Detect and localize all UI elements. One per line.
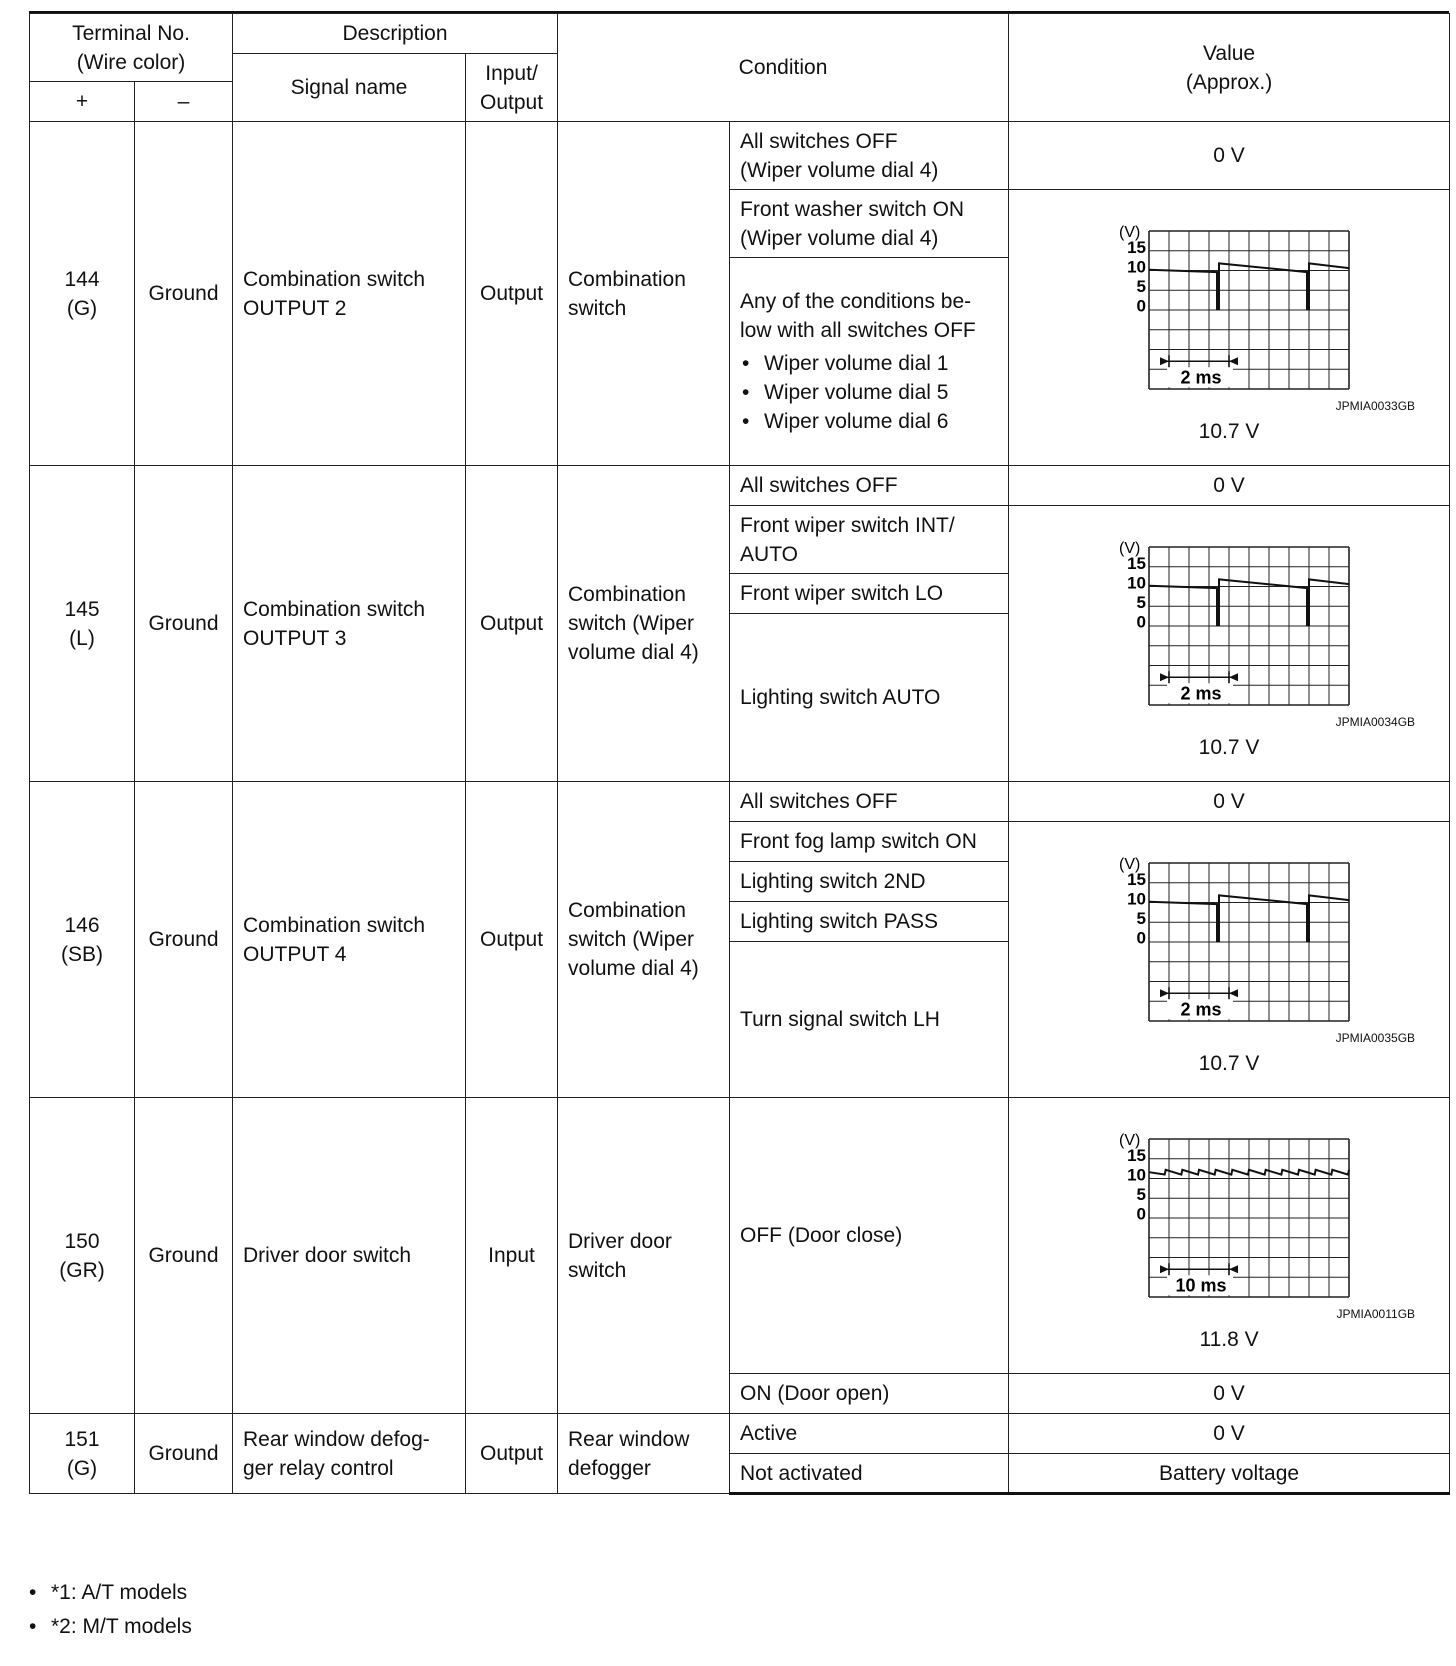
terminal-cell: [30, 122, 135, 466]
time-scale-label: 2 ms: [1180, 683, 1222, 704]
tick-label: 10: [1127, 1165, 1147, 1185]
sub-condition: Turn signal switch LH: [730, 942, 1009, 1098]
terminal-cell: [30, 466, 135, 782]
axis-unit: (V): [1119, 224, 1141, 241]
header-wire-color: (Wire color): [76, 50, 186, 74]
ground-cell: Ground: [135, 122, 233, 466]
footnote: • *2: M/T models: [29, 1615, 192, 1638]
waveform-chart: [1079, 525, 1379, 715]
footnote-text: *2: M/T models: [51, 1615, 192, 1638]
sub-condition-text: All switches OFF: [740, 129, 898, 153]
signal-name-cell: Combination switch OUTPUT 2: [233, 122, 466, 466]
time-arrow: [1229, 1265, 1238, 1273]
voltage-value: 10.7 V: [1198, 1052, 1260, 1075]
terminal-number: 144: [64, 267, 100, 291]
tick-label: 5: [1136, 1185, 1147, 1204]
tick-label: 5: [1136, 909, 1147, 928]
tick-label: 5: [1136, 277, 1147, 296]
value-cell: Battery voltage: [1009, 1454, 1450, 1494]
time-arrow: [1160, 1265, 1169, 1273]
footnote-text: *1: A/T models: [51, 1581, 188, 1604]
tick-label: 10: [1127, 573, 1147, 593]
condition-cell: Rear window defogger: [558, 1414, 730, 1494]
bullet-item: • Wiper volume dial 6: [740, 407, 998, 436]
table-row-145: [30, 466, 1450, 506]
value-cell: 0 V: [1009, 1414, 1450, 1454]
header-minus: –: [135, 82, 233, 122]
sub-condition: All switches OFF: [730, 782, 1009, 822]
tick-label: 5: [1136, 593, 1147, 612]
terminal-number: 151: [64, 1427, 100, 1451]
sub-condition-text: Any of the conditions be-low with all switches OFF: [740, 290, 976, 342]
signal-name-cell: Driver door switch: [233, 1098, 466, 1414]
wire-color: (G): [66, 296, 98, 320]
header-condition: Condition: [558, 14, 1009, 122]
sub-condition: Front wiper switch LO: [730, 574, 1009, 614]
footnotes: [29, 1576, 192, 1644]
sub-condition: All switches OFF: [730, 466, 1009, 506]
sub-condition: OFF (Door close): [730, 1098, 1009, 1374]
sub-condition: Lighting switch AUTO: [730, 614, 1009, 782]
tick-label: 15: [1127, 554, 1147, 573]
sub-condition: [730, 190, 1009, 258]
io-cell: Output: [466, 122, 558, 466]
ground-cell: Ground: [135, 466, 233, 782]
waveform-cell: [1009, 506, 1450, 782]
ground-cell: Ground: [135, 1098, 233, 1414]
axis-unit: (V): [1119, 540, 1141, 557]
io-cell: Input: [466, 1098, 558, 1414]
sub-condition: ON (Door open): [730, 1374, 1009, 1414]
condition-cell: Combination switch (Wiper volume dial 4): [558, 466, 730, 782]
header-terminal: [30, 14, 233, 82]
header-io: Input/ Output: [466, 54, 558, 122]
waveform-chart: [1079, 209, 1379, 399]
axis-unit: (V): [1119, 856, 1141, 873]
figure-id: JPMIA0034GB: [1335, 715, 1416, 729]
table-row-150: [30, 1098, 1450, 1374]
condition-cell: Driver door switch: [558, 1098, 730, 1414]
sub-condition: Not activated: [730, 1454, 1009, 1494]
wire-color: (G): [66, 1456, 98, 1480]
voltage-value: 10.7 V: [1198, 736, 1260, 759]
wire-color: (SB): [61, 942, 103, 966]
tick-label: 0: [1136, 612, 1147, 632]
sub-condition: Front wiper switch INT/ AUTO: [730, 506, 1009, 574]
table-row-144: [30, 122, 1450, 190]
voltage-value: 11.8 V: [1199, 1328, 1259, 1351]
tick-label: 10: [1127, 889, 1147, 909]
terminal-cell: [30, 1098, 135, 1414]
value-cell: 0 V: [1009, 466, 1450, 506]
io-cell: Output: [466, 1414, 558, 1494]
time-arrow: [1229, 357, 1238, 365]
ground-cell: Ground: [135, 782, 233, 1098]
header-terminal-no: Terminal No.: [72, 21, 190, 45]
time-scale-label: 10 ms: [1175, 1275, 1227, 1296]
sub-condition-text: Front washer switch ON: [740, 197, 965, 221]
axis-unit: (V): [1119, 1132, 1141, 1149]
condition-cell: Combination switch (Wiper volume dial 4): [558, 782, 730, 1098]
waveform-cell: [1009, 1098, 1450, 1374]
tick-label: 0: [1136, 1204, 1147, 1224]
bullet-item: • Wiper volume dial 5: [740, 378, 998, 407]
condition-bullets: [740, 349, 998, 436]
terminal-number: 145: [64, 597, 100, 621]
waveform-chart: [1079, 841, 1379, 1031]
waveform-chart: [1079, 1117, 1379, 1307]
voltage-value: 10.7 V: [1198, 420, 1260, 443]
sub-condition-note: (Wiper volume dial 4): [740, 226, 939, 250]
bullet-item: • Wiper volume dial 1: [740, 349, 998, 378]
header-plus: +: [30, 82, 135, 122]
wire-color: (GR): [59, 1258, 105, 1282]
io-cell: Output: [466, 466, 558, 782]
wire-color: (L): [69, 626, 95, 650]
table-row-151: [30, 1414, 1450, 1454]
sub-condition: Lighting switch 2ND: [730, 862, 1009, 902]
header-value: [1009, 14, 1450, 122]
waveform-trace: [1149, 1170, 1349, 1175]
value-cell: 0 V: [1009, 1374, 1450, 1414]
waveform-cell: [1009, 190, 1450, 466]
tick-label: 0: [1136, 928, 1147, 948]
terminal-cell: [30, 1414, 135, 1494]
ground-cell: Ground: [135, 1414, 233, 1494]
time-arrow: [1160, 357, 1169, 365]
time-arrow: [1229, 989, 1238, 997]
header-description: Description: [233, 14, 558, 54]
footnote: • *1: A/T models: [29, 1581, 188, 1604]
tick-label: 15: [1127, 1146, 1147, 1165]
sub-condition: [730, 122, 1009, 190]
value-cell: 0 V: [1009, 122, 1450, 190]
sub-condition: Lighting switch PASS: [730, 902, 1009, 942]
condition-cell: Combination switch: [558, 122, 730, 466]
tick-label: 15: [1127, 870, 1147, 889]
time-arrow: [1160, 989, 1169, 997]
table-header: [30, 14, 1450, 122]
time-arrow: [1160, 673, 1169, 681]
figure-id: JPMIA0011GB: [1336, 1307, 1416, 1321]
header-approx: (Approx.): [1185, 70, 1273, 94]
header-value-label: Value: [1202, 41, 1256, 65]
io-cell: Output: [466, 782, 558, 1098]
header-signal-name: Signal name: [233, 54, 466, 122]
tick-label: 10: [1127, 257, 1147, 277]
terminal-number: 146: [64, 913, 100, 937]
waveform-cell: [1009, 822, 1450, 1098]
time-scale-label: 2 ms: [1180, 999, 1222, 1020]
sub-condition: Active: [730, 1414, 1009, 1454]
time-arrow: [1229, 673, 1238, 681]
terminal-table: [29, 13, 1450, 1495]
sub-condition-note: (Wiper volume dial 4): [740, 158, 939, 182]
tick-label: 15: [1127, 238, 1147, 257]
signal-name-cell: Rear window defog-ger relay control: [233, 1414, 466, 1494]
sub-condition: [730, 258, 1009, 466]
tick-label: 0: [1136, 296, 1147, 316]
value-cell: 0 V: [1009, 782, 1450, 822]
terminal-cell: [30, 782, 135, 1098]
time-scale-label: 2 ms: [1180, 367, 1222, 388]
table-row-146: [30, 782, 1450, 822]
terminal-number: 150: [64, 1229, 100, 1253]
figure-id: JPMIA0035GB: [1335, 1031, 1416, 1045]
sub-condition: Front fog lamp switch ON: [730, 822, 1009, 862]
figure-id: JPMIA0033GB: [1335, 399, 1416, 413]
signal-name-cell: Combination switch OUTPUT 3: [233, 466, 466, 782]
signal-name-cell: Combination switch OUTPUT 4: [233, 782, 466, 1098]
